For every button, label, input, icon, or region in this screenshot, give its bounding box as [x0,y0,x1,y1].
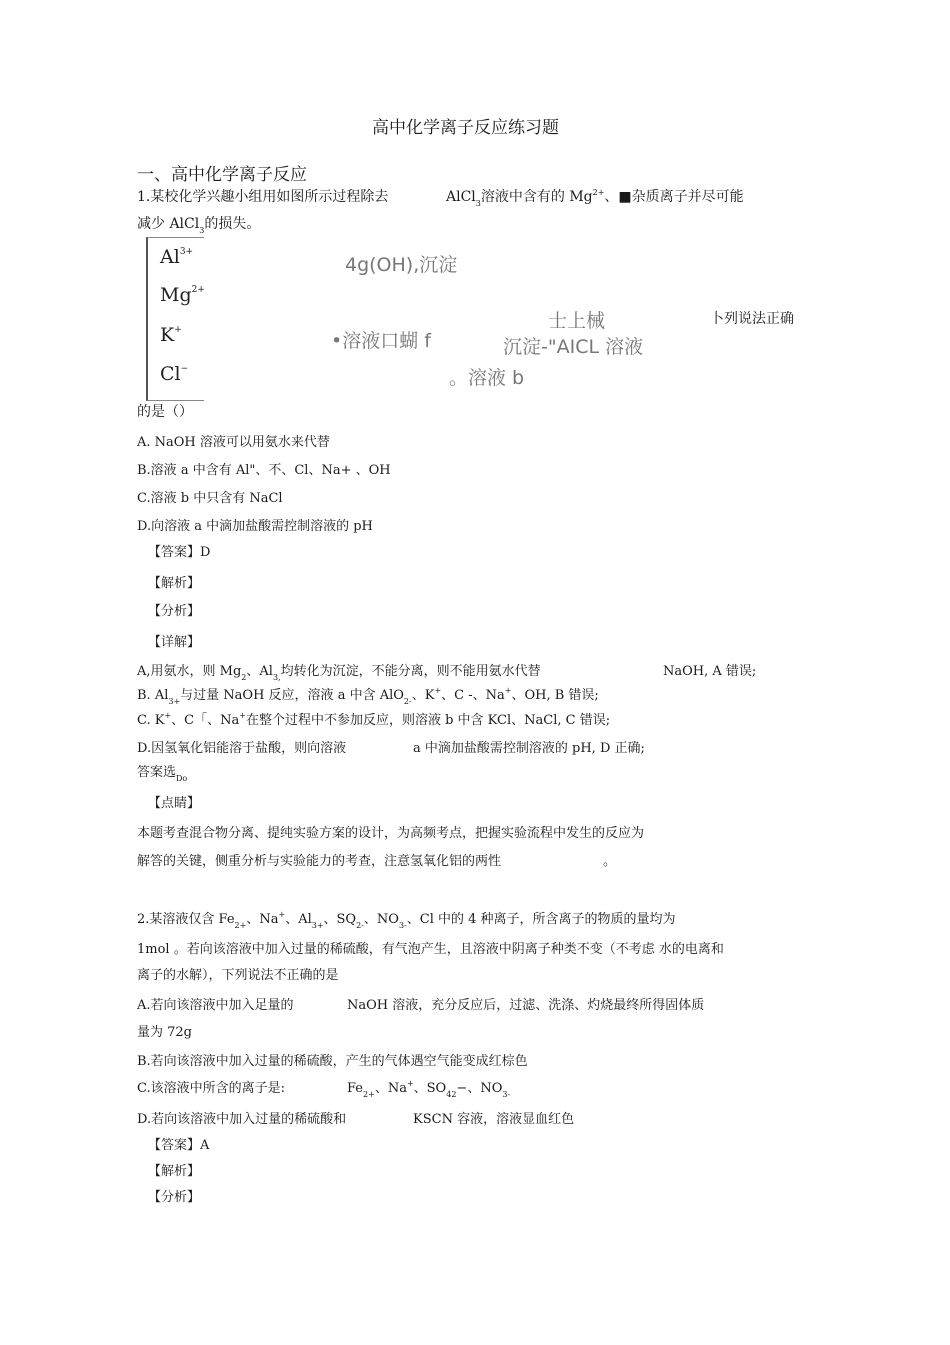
q1-detail-b-4: 、C -、Na [441,688,505,703]
q1-stem-end: 的是（） [137,404,193,420]
flow-solution-a: •溶液口蝴 f [331,330,431,352]
q1-stem-line2-tail: 的损失。 [204,216,261,232]
q2-option-c-sub4: 3- [502,1090,511,1099]
q1-detail-c-2: 、C「、Na [171,713,240,728]
q1-stem-line2-a: 减少 AlCl [137,216,200,232]
q1-choose-sub: Do [176,774,188,783]
q1-stem-line1-b [446,186,744,206]
q1-alcl3-sub: 3 [475,199,481,208]
ion-k-charge: + [174,325,182,335]
q1-detail-b-5: 、OH, B 错误; [511,688,599,703]
q1-detail-a-sub2: 3, [272,673,281,682]
q2-option-a: A.若向该溶液中加入足量的 [137,998,294,1013]
ion-mg [160,284,205,306]
ion-al-charge: 3+ [179,247,194,257]
q2-option-c: C.该溶液中所含的离子是: [137,1081,285,1096]
page-title: 高中化学离子反应练习题 [372,118,559,138]
flow-solution-b: 。溶液 b [449,367,525,389]
q2-stem-line2: 1mol 。若向该溶液中加入过量的稀硫酸，有气泡产生，且溶液中阴离子种类不变（不考虑 水的电离和 [137,942,724,957]
q1-detail-a-sub1: 2 [241,673,247,682]
q1-comment-line2: 解答的关键，侧重分析与实验能力的考查，注意氢氧化铝的两性 [137,854,502,869]
ion-cl-symbol: Cl [160,363,181,385]
q2-option-c-3: 、SO [413,1081,447,1096]
q2-option-c-ions [347,1077,511,1099]
q1-detail-a [137,660,541,682]
ion-al-symbol: Al [160,246,180,268]
q1-detail-c-sup2: + [239,711,246,720]
q1-comment-line2-end: 。 [603,854,617,869]
q1-detail-a-end: NaOH, A 错误; [663,664,757,679]
q2-stem-5: 、NO [363,912,399,927]
q1-detail-c-3: 在整个过程中不参加反应，则溶液 b 中含 KCl、NaCl, C 错误; [245,713,611,728]
q2-option-c-sub3: 42 [446,1090,457,1099]
q1-detail-a-1: A,用氨水，则 Mg [137,664,242,679]
q2-option-a-2: NaOH 溶液，充分反应后，过滤、洗涤、灼烧最终所得固体质 [347,998,705,1013]
q1-detail-b-sub: 3+ [168,697,181,706]
q1-choose [137,761,188,783]
q1-stem-tail: 卜列说法正确 [710,311,794,327]
q2-option-b: B.若向该溶液中加入过量的稀硫酸，产生的气体遇空气能变成红棕色 [137,1054,528,1069]
q1-detail-b [137,684,599,706]
q2-answer: 【答案】A [148,1138,210,1153]
q2-stem-2: 、Na [246,912,279,927]
q2-option-d: D.若向该溶液中加入过量的稀硫酸和 [137,1112,347,1127]
q1-detail-c-1: C. K [137,713,165,728]
q2-stem-4: 、SQ [323,912,357,927]
q1-option-c: C.溶液 b 中只含有 NaCl [137,491,283,506]
q1-option-b: B.溶液 a 中含有 Al"、不、Cl、Na+ 、OH [137,463,391,478]
q1-detail-d-2: a 中滴加盐酸需控制溶液的 pH, D 正确; [413,741,645,756]
flow-precipitate-alcl: 沉淀-"AICL 溶液 [503,336,644,358]
q1-detail-c [137,709,610,728]
q2-option-c-4: −、NO [456,1081,503,1096]
q1-comment-line1: 本题考查混合物分离、提纯实验方案的设计，为高频考点，把握实验流程中发生的反应为 [137,826,645,841]
q1-detail-c-sup: + [164,711,172,720]
q1-detail-b-2: 与过量 NaOH 反应，溶液 a 中含 AlO [180,688,404,703]
q2-stem-sub3: 3+ [311,921,324,930]
q1-stem-line2 [137,213,260,233]
ion-mg-charge: 2+ [191,285,205,295]
q2-option-c-2: 、Na [374,1081,407,1096]
q2-stem-line1 [137,908,676,930]
q2-stem-1: 2.某溶液仅含 Fe [137,912,235,927]
q1-detail-b-1: B. Al [137,688,169,703]
q1-detail-b-sub2: 2- [403,697,412,706]
ion-al [160,246,193,268]
q1-detail-a-3: 均转化为沉淀，不能分离，则不能用氨水代替 [280,664,541,679]
q2-option-d-2: KSCN 容液，溶液显血红色 [413,1112,575,1127]
q1-answer: 【答案】D [148,545,211,560]
q2-analysis: 【解析】 [148,1164,201,1179]
ion-k-symbol: K [160,324,175,346]
q1-detail-a-2: 、Al [246,664,273,679]
q2-stem-sub1: 2+ [234,921,247,930]
q1-stem-d: 、■杂质离子并尽可能 [604,189,744,205]
q1-stem-line2-sub: 3 [199,226,205,235]
q2-option-c-sub1: 2+ [363,1090,375,1099]
q1-detail-b-sup3: + [434,686,442,695]
q2-option-c-1: Fe [347,1081,364,1096]
q1-stem-line1 [137,186,388,206]
q1-detail-d: D.因氢氧化铝能溶于盐酸，则向溶液 [137,741,347,756]
q2-fenxi: 【分析】 [148,1190,201,1205]
q2-stem-sub4: 2- [356,921,364,930]
q2-option-a-3: 量为 72g [137,1025,192,1040]
q1-analysis: 【解析】 [148,576,201,591]
q1-detail-b-sup4: + [504,686,512,695]
q1-detail-b-3: 、K [411,688,435,703]
q2-stem-sup2: + [278,910,286,919]
ion-mg-symbol: Mg [160,284,192,306]
q2-stem-line3: 离子的水解），下列说法不正确的是 [137,968,339,983]
q1-dianjing: 【点睛】 [148,796,201,811]
q1-option-d: D.向溶液 a 中滴加盐酸需控制溶液的 pH [137,519,373,534]
q1-fenxi: 【分析】 [148,604,201,619]
q1-choose-text: 答案选 [137,765,177,780]
ion-list-box [146,237,204,401]
q2-stem-6: 、Cl 中的 4 种离子，所含离子的物质的量均为 [406,912,676,927]
q1-stem-c: 溶液中含有的 Mg [480,189,593,205]
ion-cl-charge: − [180,364,189,374]
q2-stem-sub5: 3- [398,921,407,930]
section-heading: 一、高中化学离子反应 [137,165,307,185]
flow-precipitate-mgoh: 4g(OH),沉淀 [345,254,458,276]
q1-stem-a: 1.某校化学兴趣小组用如图所示过程除去 [137,189,389,205]
q1-option-a: A. NaOH 溶液可以用氨水来代替 [137,435,330,450]
q1-xiangjie: 【详解】 [148,635,201,650]
ion-cl [160,363,188,385]
q2-option-c-sup2: + [406,1079,414,1088]
ion-k [160,324,182,346]
q1-alcl3: AlCl [446,189,476,205]
flow-garbled-label: 士上械 [548,310,606,332]
q1-mg-sup: 2+ [592,188,605,197]
q2-stem-3: 、Al [285,912,312,927]
